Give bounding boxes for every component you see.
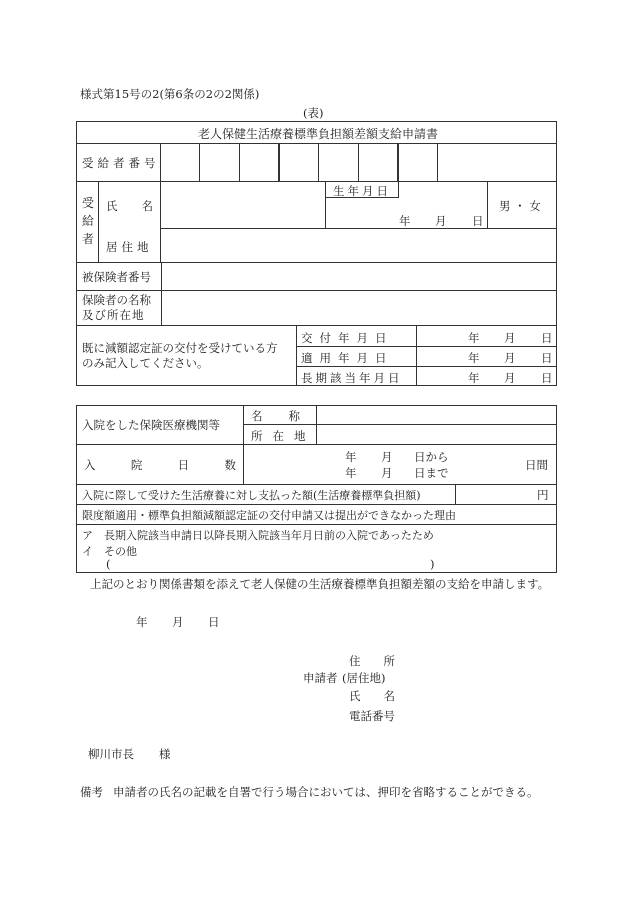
birth-date-day: 日 xyxy=(472,214,484,228)
insurer-label: 保険者の名称 及び所在地 xyxy=(82,293,151,322)
sex-selector[interactable]: 男 ・ 女 xyxy=(499,199,541,213)
reduction-note: 既に減額認定証の交付を受けている方 のみ記入してください。 xyxy=(82,341,278,370)
recipient-number-label: 受給者番号 xyxy=(82,156,160,170)
period-to-month: 月 xyxy=(381,466,393,480)
declaration-text: 上記のとおり関係書類を添えて老人保健の生活療養標準負担額差額の支給を申請します。 xyxy=(90,577,550,591)
applied-date-label: 適用年月日 xyxy=(301,351,394,365)
long-term-day: 日 xyxy=(541,371,553,385)
applicant-role-label: 申請者 xyxy=(303,671,338,685)
period-from-month: 月 xyxy=(381,450,393,464)
birth-date-month: 月 xyxy=(435,214,447,228)
insured-number-label: 被保険者番号 xyxy=(82,270,151,284)
name-label: 氏 名 xyxy=(106,199,153,213)
birth-date-label: 生年月日 xyxy=(333,184,391,198)
reason-other-close: ) xyxy=(430,557,435,571)
hospital-location-input[interactable] xyxy=(317,425,556,444)
paid-amount-label: 入院に際して受けた生活療養に対し支払った額(生活療養標準負担額) xyxy=(82,489,421,502)
application-year: 年 xyxy=(136,615,148,629)
addressee-honorific: 様 xyxy=(159,747,171,761)
issue-date-label: 交付年月日 xyxy=(301,331,394,345)
long-term-year: 年 xyxy=(468,371,480,385)
application-month: 月 xyxy=(172,615,184,629)
birth-date-year: 年 xyxy=(399,214,411,228)
remarks-label: 備考 xyxy=(80,785,103,799)
applied-month: 月 xyxy=(504,351,516,365)
issue-month: 月 xyxy=(504,331,516,345)
period-from-year: 年 xyxy=(345,450,357,464)
issue-day: 日 xyxy=(541,331,553,345)
hospital-name-input[interactable] xyxy=(317,406,556,424)
yen-unit: 円 xyxy=(537,488,549,502)
period-to-label: 日まで xyxy=(414,466,449,480)
insured-number-input[interactable] xyxy=(161,263,556,290)
application-day: 日 xyxy=(208,615,220,629)
front-label: (表) xyxy=(303,106,324,120)
recipient-number-input[interactable] xyxy=(160,143,438,181)
long-term-date-label: 長期該当年月日 xyxy=(301,371,403,385)
form-title: 老人保健生活療養標準負担額差額支給申請書 xyxy=(198,127,439,141)
paid-amount-input[interactable] xyxy=(456,485,534,504)
insurer-input[interactable] xyxy=(161,291,556,325)
remarks-text: 申請者の氏名の記載を自署で行う場合においては、押印を省略することができる。 xyxy=(113,785,539,799)
reason-other-input[interactable] xyxy=(116,557,426,571)
period-to-year: 年 xyxy=(345,466,357,480)
period-from-label: 日から xyxy=(414,450,449,464)
applicant-residence-label: (居住地) xyxy=(342,671,386,685)
reason-other-open: ( xyxy=(106,557,111,571)
hospital-name-label: 名称 xyxy=(251,409,326,423)
address-label: 居住地 xyxy=(106,240,153,254)
form-number: 様式第15号の2(第6条の2の2関係) xyxy=(80,87,260,101)
recipient-side-label: 受 給 者 xyxy=(82,196,95,246)
reason-a: ア 長期入院該当申請日以降長期入院該当年月日前の入院であったため xyxy=(82,529,434,542)
recipient-address-input[interactable] xyxy=(161,229,556,262)
applied-year: 年 xyxy=(468,351,480,365)
applicant-name-label: 氏 名 xyxy=(349,689,395,703)
long-term-month: 月 xyxy=(504,371,516,385)
admission-days-label: 入 院 日 数 xyxy=(84,458,236,472)
applicant-address-label: 住 所 xyxy=(349,654,395,668)
hospital-label: 入院をした保険医療機関等 xyxy=(82,418,220,432)
applicant-phone-label: 電話番号 xyxy=(349,709,395,723)
reason-label: 限度額適用・標準負担額減額認定証の交付申請又は提出ができなかった理由 xyxy=(82,509,456,522)
addressee-mayor: 柳川市長 xyxy=(88,747,134,761)
applied-day: 日 xyxy=(541,351,553,365)
recipient-name-input[interactable] xyxy=(161,182,325,228)
issue-year: 年 xyxy=(468,331,480,345)
days-unit: 日間 xyxy=(525,458,548,472)
reason-b: イ その他 xyxy=(82,545,137,558)
hospital-location-label: 所在地 xyxy=(251,429,316,443)
